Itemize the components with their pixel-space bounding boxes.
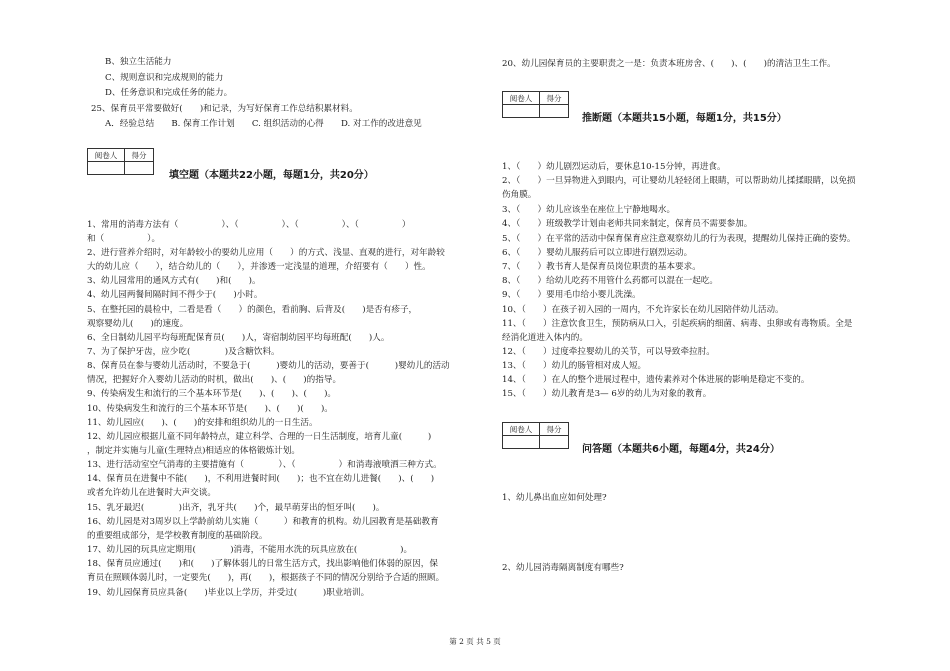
fill-line: 7、为了保护牙齿，应少吃( )及含糖饮料。	[87, 347, 280, 357]
fill-line: 9、传染病发生和流行的三个基本环节是( )、( )、( )。	[87, 389, 337, 399]
question-25-options: A．经验总结 B. 保育工作计划 C. 组织活动的心得 D. 对工作的改进意见	[105, 119, 422, 129]
fill-line: 和（ ）。	[87, 234, 161, 244]
judge-line: 伤角膜。	[502, 190, 537, 200]
page-footer: 第 2 页 共 5 页	[449, 637, 501, 646]
section-title-fill: 填空题（本题共22小题，每题1分，共20分）	[169, 170, 374, 181]
fill-line: 4、幼儿园两餐间隔时间不得少于( )小时。	[87, 290, 263, 300]
option-d: D、任务意识和完成任务的能力。	[105, 88, 233, 98]
fill-line: 11、幼儿园应( )、( )的安排和组织幼儿的一日生活。	[87, 418, 318, 428]
fill-line: 10、传染病发生和流行的三个基本环节是( )、( )( )。	[87, 404, 333, 414]
judge-line: 7、（ ）教书育人是保育员岗位职责的基本要求。	[502, 262, 701, 272]
judge-line: 5、（ ）在平常的活动中保育保育应注意观察幼儿的行为表现，提醒幼儿保持正确的姿势。	[502, 234, 856, 244]
question-20: 20、幼儿园保育员的主要职责之一是：负责本班房舍、( )、( )的清洁卫生工作。	[502, 59, 836, 69]
grader-label: 阅卷人	[503, 423, 540, 436]
fill-line: 2、进行营养介绍时，对年龄较小的要幼儿应用（ ）的方式、浅显、直观的进行，对年龄较	[87, 248, 445, 258]
fill-line: 的重要组成部分，是学校教育制度的基础阶段。	[87, 531, 268, 541]
fill-line: 19、幼儿园保育员应具备( )毕业以上学历，并受过( )职业培训。	[87, 588, 370, 598]
judge-line: 15、（ ）幼儿教育是3— 6岁的幼儿为对象的教育。	[502, 389, 712, 399]
fill-line: 14、保育员在进餐中不能( )，不利用进餐时间( )；也不宜在幼儿进餐( )、( )	[87, 474, 435, 484]
section-title-judge: 推断题（本题共15小题，每题1分，共15分）	[582, 113, 787, 124]
fill-line: 情况，把握好介入婴幼儿活动的时机，做出( )、( )的指导。	[87, 375, 342, 385]
score-label: 得分	[125, 149, 154, 162]
score-box-fill	[87, 148, 154, 175]
qa-question-1: 1、幼儿鼻出血应如何处理?	[502, 493, 607, 503]
fill-line: 6、全日制幼儿园平均每班配保育员( )人，寄宿制幼园平均每班配( )人。	[87, 333, 390, 343]
judge-line: 经消化道进入体内的。	[502, 333, 588, 343]
judge-line: 6、（ ）婴幼儿服药后可以立即进行剧烈运动。	[502, 248, 693, 258]
fill-line: 3、幼儿园常用的通风方式有( )和( )。	[87, 276, 261, 286]
grader-label: 阅卷人	[503, 92, 540, 105]
judge-line: 2、（ ）一旦异物进入到眼内，可让婴幼儿轻轻闭上眼睛，可以帮助幼儿揉揉眼睛，以免损	[502, 176, 856, 186]
fill-line: 8、保育员在参与婴幼儿活动时，不要急于( )婴幼儿的活动，要善于( )婴幼儿的活动	[87, 361, 450, 371]
judge-line: 10、（ ）在孩子初入园的一周内，不允许家长在幼儿园陪伴幼儿活动。	[502, 305, 784, 315]
grader-label: 阅卷人	[88, 149, 125, 162]
fill-line: 13、进行活动室空气消毒的主要措施有（ ）、（ ）和消毒液喷洒三种方式。	[87, 460, 442, 470]
judge-line: 3、（ ）幼儿应该坐在座位上宁静地喝水。	[502, 205, 676, 215]
judge-line: 9、（ ）要用毛巾给小婴儿洗澡。	[502, 290, 641, 300]
fill-line: 大的幼儿应（ ），结合幼儿的（ ），并渗透一定浅显的道理，介绍要有（ ）性。	[87, 262, 431, 272]
fill-line: ，制定并实施与儿童(生理特点)相适应的体格锻炼计划。	[87, 446, 300, 456]
fill-line: 18、保育员应通过( )和( )了解体弱儿的日常生活方式，找出影响他们体弱的原因，保	[87, 559, 438, 569]
option-c: C、规则意识和完成规则的能力	[105, 73, 224, 83]
judge-line: 11、（ ）注意饮食卫生，预防病从口入，引起疾病的细菌、病毒、虫卵或有毒物质。全是	[502, 319, 853, 329]
score-box-judge	[502, 91, 569, 118]
qa-question-2: 2、幼儿园消毒隔离制度有哪些?	[502, 563, 624, 573]
judge-line: 1、（ ）幼儿剧烈运动后，要休息10-15分钟，再进食。	[502, 162, 726, 172]
judge-line: 13、（ ）幼儿的肠管相对成人短。	[502, 361, 647, 371]
judge-line: 4、（ ）班级教学计划由老师共同来制定，保育员不需要参加。	[502, 219, 753, 229]
judge-line: 12、（ ）过度牵拉婴幼儿的关节，可以导致牵拉肘。	[502, 347, 715, 357]
question-25: 25、保育员平常要做好( )和记录，为写好保育工作总结积累材料。	[91, 104, 358, 114]
score-label: 得分	[540, 92, 569, 105]
fill-line: 1、常用的消毒方法有（ ）、（ ）、（ ）、（ ）	[87, 220, 411, 230]
fill-line: 16、幼儿园是对3周岁以上学龄前幼儿实施（ ）和教育的机构。幼儿园教育是基础教育	[87, 517, 439, 527]
option-b: B、独立生活能力	[105, 57, 172, 67]
section-title-qa: 问答题（本题共6小题，每题4分，共24分）	[582, 444, 780, 455]
fill-line: 17、幼儿园的玩具应定期用( )消毒，不能用水洗的玩具应放在( )。	[87, 545, 413, 555]
fill-line: 育员在照顾体弱儿时，一定要先( )，再( )，根据孩子不同的情况分别给予合适的照顾。	[87, 573, 445, 583]
judge-line: 8、（ ）给幼儿吃药不用管什么药都可以混在一起吃。	[502, 276, 719, 286]
score-label: 得分	[540, 423, 569, 436]
fill-line: 5、在整托园的晨检中，二看是看（ ）的颜色，看前胸、后背及( )是否有疹子，	[87, 305, 418, 315]
score-box-qa	[502, 422, 569, 449]
fill-line: 观察婴幼儿( )的速度。	[87, 319, 189, 329]
judge-line: 14、（ ）在人的整个进展过程中，遗传素养对个体进展的影响是稳定不变的。	[502, 375, 810, 385]
fill-line: 12、幼儿园应根据儿童不同年龄特点，建立科学、合理的一日生活制度，培育儿童( )	[87, 432, 432, 442]
fill-line: 15、乳牙最迟( )出齐，乳牙共( )个，最早萌芽出的恒牙叫( )。	[87, 503, 385, 513]
fill-line: 或者允许幼儿在进餐时大声交谈。	[87, 488, 216, 498]
